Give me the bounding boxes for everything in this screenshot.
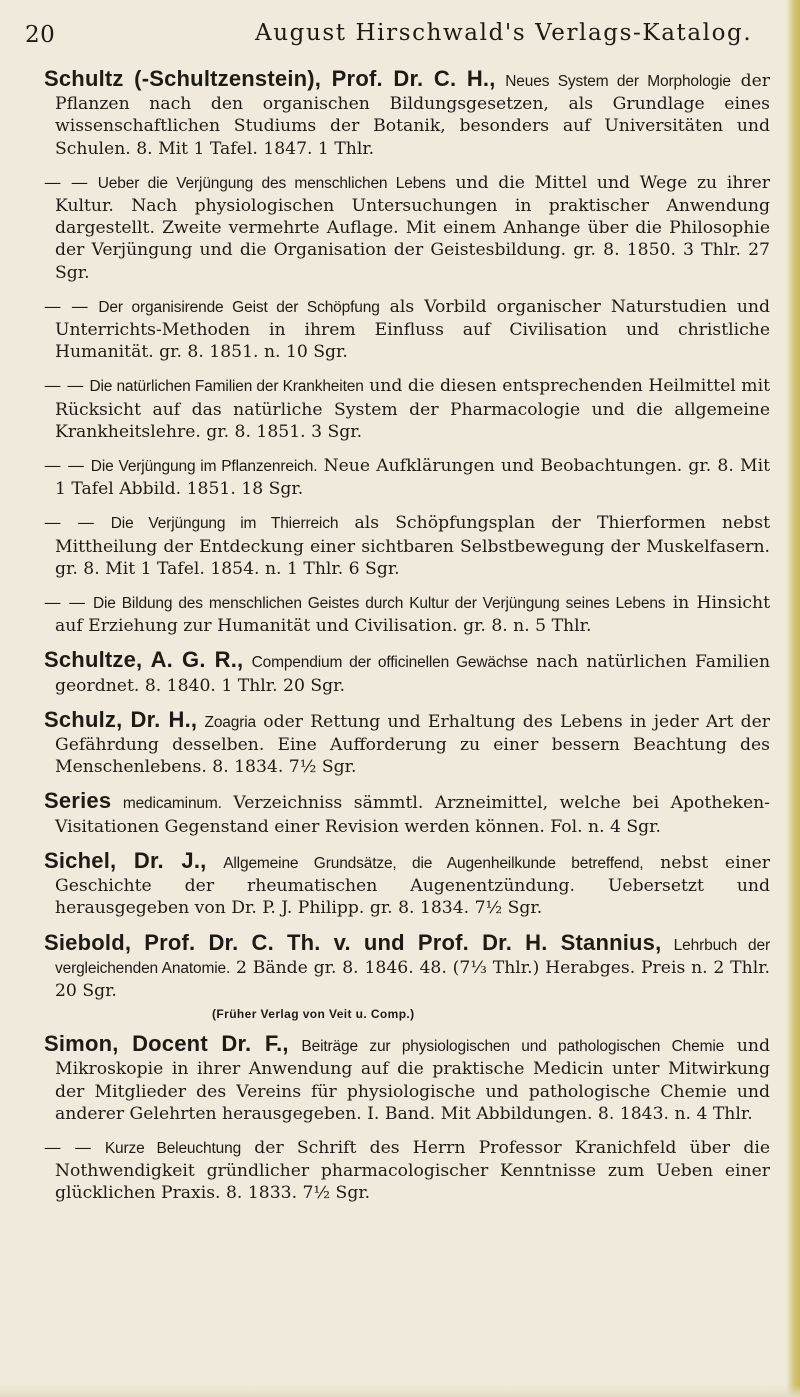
catalog-entry [44,1033,770,1125]
entry-author: Schulz, Dr. H., [44,706,198,732]
running-title: August Hirschwald's Verlags-Katalog. [255,20,753,46]
page-number: 20 [25,22,56,48]
entry-details: nach natürlichen Familien geordnet. 8. 1840. 1 Thlr. 20 Sgr. [55,652,771,696]
catalog-entry [44,790,770,837]
entry-title: medicaminum. [122,795,222,813]
catalog-entry [44,512,770,580]
entry-details: und die Mittel und Wege zu ihrer Kultur. Nach physiologischen Untersuchungen in praktischer Anwendung dargestellt. Zweite vermehrte Auflage. Mit einem Anhange über die Philosophie der Verjüngung und die Organisation der Geistesbildung. gr. 8. 1850. 3 Thlr. 27 Sgr. [55,172,770,283]
catalog-entry [44,296,770,364]
entry-title: Die natürlichen Familien der Krankheiten [89,378,364,396]
entry-details: nebst einer Geschichte der rheumatischen Augenentzündung. Uebersetzt und herausgegeben von Dr. P. J. Philipp. gr. 8. 1834. 7½ Sgr. [55,852,771,919]
entry-title: Der organisirende Geist der Schöpfung [98,298,380,316]
entry-dash: — — [44,593,86,614]
catalog-entry [44,1137,770,1205]
entry-dash: — — [44,1137,92,1158]
entry-dash: — — [44,456,85,477]
entry-title: Lehrbuch der vergleichenden Anatomie. [55,936,770,977]
entry-author: Siebold, Prof. Dr. C. Th. v. und Prof. Dr. H. Stannius, [44,929,662,955]
catalog-entry [44,592,770,637]
entry-title: Allgemeine Grundsätze, die Augenheilkunde betreffend, [223,854,644,872]
entry-author: Sichel, Dr. J., [44,847,207,873]
entry-details: Neue Aufklärungen und Beobachtungen. gr. 8. Mit 1 Tafel Abbild. 1851. 18 Sgr. [55,456,770,500]
entry-author: Series [44,788,112,814]
entry-title: Die Bildung des menschlichen Geistes durch Kultur der Verjüngung seines Lebens [92,595,666,613]
entry-author: Simon, Docent Dr. F., [44,1031,289,1057]
page-header [0,18,800,58]
entry-details: in Hinsicht auf Erziehung zur Humanität und Civilisation. gr. 8. n. 5 Thlr. [55,593,770,637]
entry-title: Ueber die Verjüngung des menschlichen Lebens [97,174,446,192]
catalog-entry [44,68,770,160]
entry-title: Zoagria [204,713,257,731]
entry-details: und Mikroskopie in ihrer Anwendung auf die praktische Medicin unter Mitwirkung der Mitglieder des Vereins für physiologische und pathologische Chemie und anderer Gelehrten herausgegeben. I. Band. Mit Abbildungen. 8. 1843. n. 4 Thlr. [55,1036,770,1124]
catalog-entries [44,68,770,1217]
entry-details: und die diesen entsprechenden Heilmittel mit Rücksicht auf das natürliche System der Pharmacologie und die allgemeine Krankheitslehre. gr. 8. 1851. 3 Sgr. [55,376,771,442]
entry-dash: — — [44,376,84,397]
catalog-entry [44,455,770,500]
catalog-entry [44,929,770,1003]
entry-details: als Schöpfungsplan der Thierformen nebst Mittheilung der Entdeckung einer sichtbaren Selbstbewegung der Muskelfasern. gr. 8. Mit 1 Tafel. 1854. n. 1 Thlr. 6 Sgr. [55,513,770,579]
catalog-entry [44,172,770,284]
entry-details: der Pflanzen nach den organischen Bildungsgesetzen, als Grundlage eines wissenschaftlichen Studiums der Botanik, besonders auf Universitäten und Schulen. 8. Mit 1 Tafel. 1847. 1 Thlr. [55,71,771,159]
entry-author: Schultz (-Schultzenstein), Prof. Dr. C. H., [44,66,496,91]
entry-title: Beiträge zur physiologischen und pathologischen Chemie [301,1038,725,1056]
entry-author: Schultze, A. G. R., [44,647,244,673]
entry-dash: — — [44,172,89,193]
entry-details: 2 Bände gr. 8. 1846. 48. (7⅓ Thlr.) Herabges. Preis n. 2 Thlr. 20 Sgr. [55,957,770,1001]
entry-dash: — — [44,513,95,534]
entry-details: oder Rettung und Erhaltung des Lebens in jeder Art der Gefährdung desselben. Eine Aufforderung zu einer bessern Beachtung des Menschenlebens. 8. 1834. 7½ Sgr. [55,711,770,778]
entry-details: der Schrift des Herrn Professor Kranichfeld über die Nothwendigkeit gründlicher pharmacologischer Kenntnisse zum Ueben einer glücklichen Praxis. 8. 1833. 7½ Sgr. [55,1137,770,1204]
entry-title: Compendium der officinellen Gewächse [251,654,528,672]
entry-details: Verzeichniss sämmtl. Arzneimittel, welche bei Apotheken-Visitationen Gegenstand einer Revision werden können. Fol. n. 4 Sgr. [55,793,770,837]
publisher-note: (Früher Verlag von Veit u. Comp.) [212,1007,415,1022]
page-edge-shadow [786,0,800,1397]
page-bottom-edge [0,1385,800,1397]
entry-title: Neues System der Morphologie [505,73,731,90]
entry-dash: — — [44,296,89,317]
catalog-entry [44,847,771,920]
catalog-entry [44,375,770,443]
entry-details: als Vorbild organischer Naturstudien und Unterrichts-Methoden in ihrem Einfluss auf Civilisation und christliche Humanität. gr. 8. 1851. n. 10 Sgr. [55,296,770,363]
catalog-entry [44,706,770,779]
entry-title: Die Verjüngung im Pflanzenreich. [90,458,318,476]
entry-title: Die Verjüngung im Thierreich [110,515,339,533]
entry-title: Kurze Beleuchtung [104,1139,242,1157]
catalog-entry [44,649,770,696]
